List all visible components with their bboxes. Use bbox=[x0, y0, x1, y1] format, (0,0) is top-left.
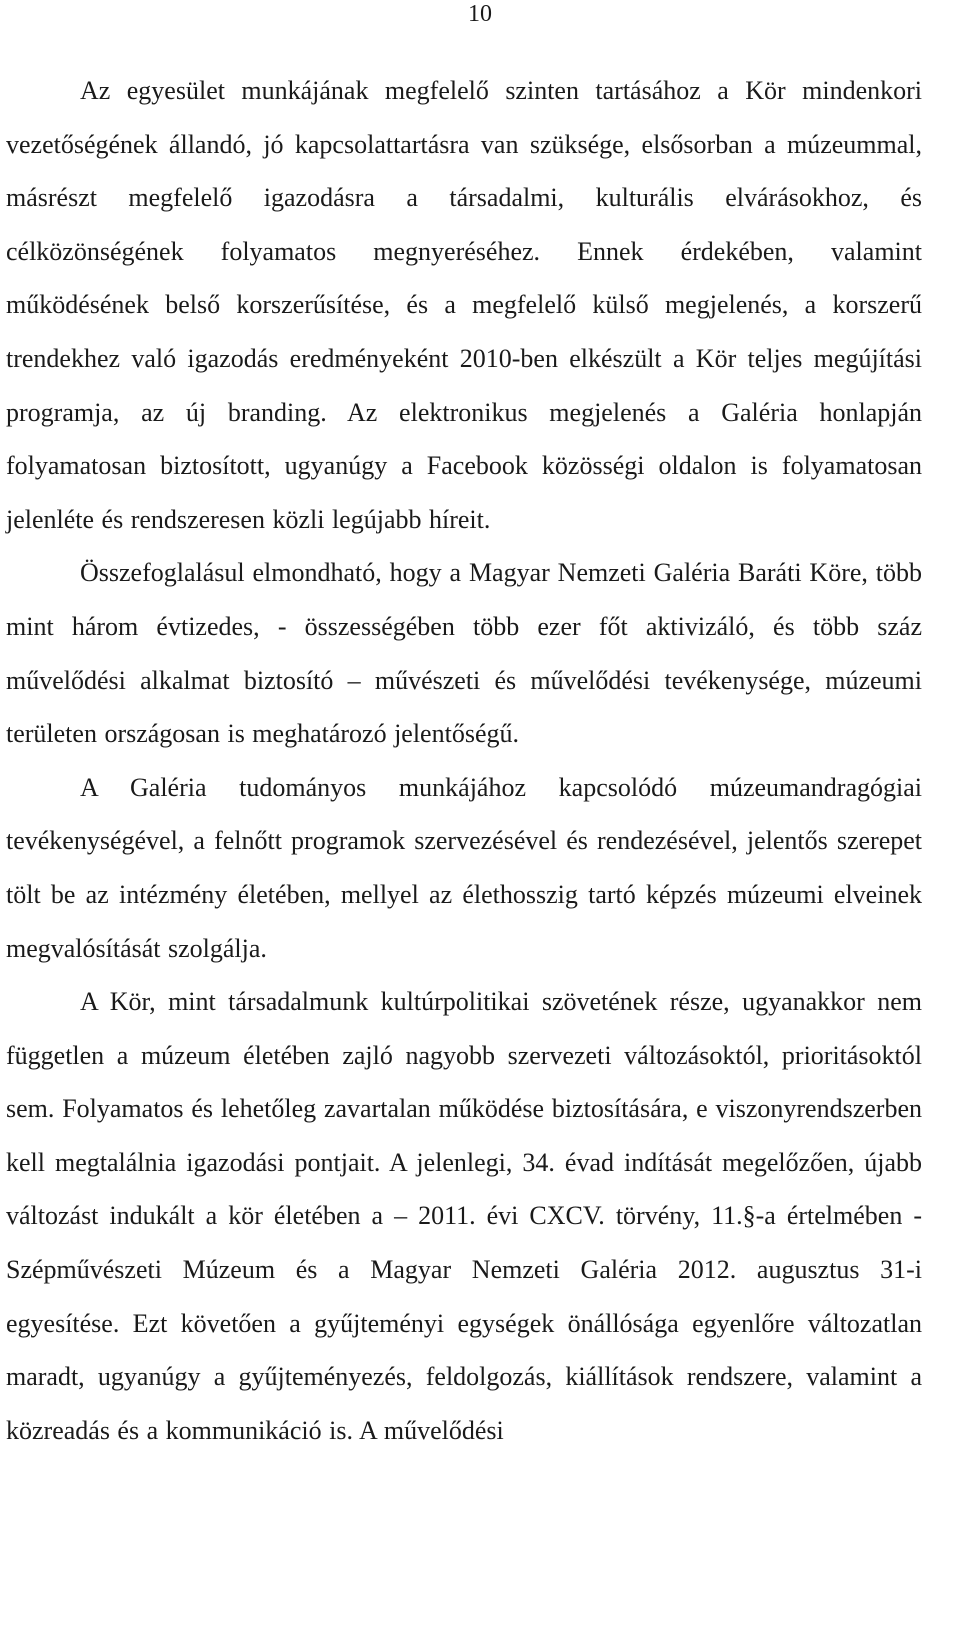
paragraph-kor-tarsadalmi-szerep: A Kör, mint társadalmunk kultúrpolitikai szövetének része, ugyanakkor nem független a múzeum életében zajló nagyobb szervezeti változásoktól, prioritásoktól sem. Folyamatos és lehetőleg zavartalan működése biztosítására, e viszonyrendszerben kell megtalálnia igazodási pontjait. A jelenlegi, 34. évad indítását megelőzően, újabb változást indukált a kör életében a – 2011. évi CXCV. törvény, 11.§-a értelmében - Szépművészeti Múzeum és a Magyar Nemzeti Galéria 2012. augusztus 31-i egyesítése. Ezt követően a gyűjteményi egységek önállósága egyenlőre változatlan maradt, ugyanúgy a gyűjteményezés, feldolgozás, kiállítások rendszere, valamint a közreadás és a kommunikáció is. A művelődési bbox=[6, 987, 922, 1445]
body-text bbox=[6, 64, 922, 1457]
page-number: 10 bbox=[468, 1, 492, 27]
paragraph-galeria-tudomanyos-munka: A Galéria tudományos munkájához kapcsolódó múzeumandragógiai tevékenységével, a felnőtt programok szervezésével és rendezésével, jelentős szerepet tölt be az intézmény életében, mellyel az élethosszig tartó képzés múzeumi elveinek megvalósítását szolgálja. bbox=[6, 772, 922, 963]
paragraph-egyesulet-munkaja: Az egyesület munkájának megfelelő szinten tartásához a Kör mindenkori vezetőségének állandó, jó kapcsolattartásra van szüksége, elsősorban a múzeummal, másrészt megfelelő igazodásra a társadalmi, kulturális elvárásokhoz, és célközönségének folyamatos megnyeréséhez. Ennek érdekében, valamint működésének belső korszerűsítése, és a megfelelő külső megjelenés, a korszerű trendekhez való igazodás eredményeként 2010-ben elkészült a Kör teljes megújítási programja, az új branding. Az elektronikus megjelenés a Galéria honlapján folyamatosan biztosított, ugyanúgy a Facebook közösségi oldalon is folyamatosan jelenléte és rendszeresen közli legújabb híreit. bbox=[6, 76, 922, 534]
paragraph-osszefoglalas: Összefoglalásul elmondható, hogy a Magyar Nemzeti Galéria Baráti Köre, több mint három évtizedes, - összességében több ezer főt aktivizáló, és több száz művelődési alkalmat biztosító – művészeti és művelődési tevékenysége, múzeumi területen országosan is meghatározó jelentőségű. bbox=[6, 558, 922, 749]
